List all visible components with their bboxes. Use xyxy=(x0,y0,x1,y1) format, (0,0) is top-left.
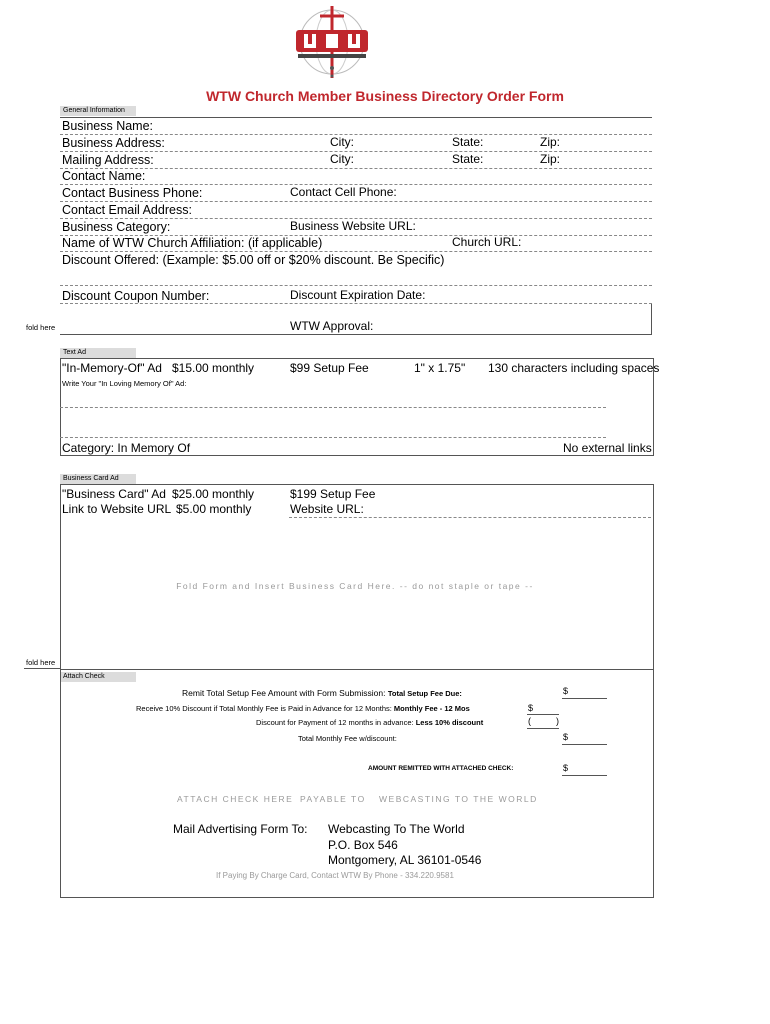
contact-cell-phone-label: Contact Cell Phone: xyxy=(290,185,397,199)
mailing-address-field[interactable] xyxy=(60,168,652,169)
business-website-label: Business Website URL: xyxy=(290,219,416,233)
box-edge xyxy=(651,304,652,335)
discount-paren-close: ) xyxy=(556,716,559,726)
payable-to: PAYABLE TO xyxy=(300,794,366,804)
receive-row xyxy=(136,704,470,713)
discount-expiration-label: Discount Expiration Date: xyxy=(290,288,426,302)
remit-row xyxy=(182,688,462,698)
total-setup-fee-field[interactable] xyxy=(562,698,607,699)
remit-label: Remit Total Setup Fee Amount with Form Submission: xyxy=(182,688,386,698)
wtw-logo xyxy=(290,6,374,82)
in-memory-setup-fee: $99 Setup Fee xyxy=(290,361,369,375)
monthly-fee-field[interactable] xyxy=(527,714,559,715)
remit-bold: Total Setup Fee Due: xyxy=(387,689,462,698)
contact-business-phone-label: Contact Business Phone: xyxy=(62,186,203,200)
business-card-ad-label: Business Card Ad xyxy=(60,474,136,484)
mail-form-label: Mail Advertising Form To: xyxy=(173,822,308,836)
state-label: State: xyxy=(452,152,484,166)
fold-line xyxy=(60,334,652,335)
business-name-label: Business Name: xyxy=(62,119,154,133)
in-memory-ad-name: "In-Memory-Of" Ad xyxy=(62,361,162,375)
wtw-approval-label: WTW Approval: xyxy=(290,319,374,333)
total-monthly-value: $ xyxy=(563,732,569,742)
website-url-field[interactable] xyxy=(289,517,651,518)
discount-label: Discount for Payment of 12 months in advance: xyxy=(256,718,414,727)
receive-bold: Monthly Fee - 12 Mos xyxy=(393,704,470,713)
total-setup-fee-value: $ xyxy=(563,686,569,696)
ad-text-line[interactable] xyxy=(60,407,606,408)
mail-address-line1: Webcasting To The World xyxy=(328,822,465,836)
business-address-label: Business Address: xyxy=(62,136,165,150)
discount-coupon-label: Discount Coupon Number: xyxy=(62,289,210,303)
city-label: City: xyxy=(330,135,354,149)
attach-check-label: Attach Check xyxy=(60,672,136,682)
business-card-ad-name: "Business Card" Ad xyxy=(62,487,166,501)
church-affiliation-label: Name of WTW Church Affiliation: (if applicable) xyxy=(62,236,323,250)
text-ad-category: Category: In Memory Of xyxy=(62,441,191,455)
mail-address-line2: P.O. Box 546 xyxy=(328,838,398,852)
amount-remitted-field[interactable] xyxy=(562,775,607,776)
fold-here-label: fold here xyxy=(26,658,56,667)
in-memory-chars: 130 characters including spaces xyxy=(488,361,660,375)
fold-line xyxy=(24,668,60,669)
ad-text-line[interactable] xyxy=(60,437,606,438)
church-url-label: Church URL: xyxy=(452,235,522,249)
discount-row xyxy=(256,718,483,727)
zip-label: Zip: xyxy=(540,152,561,166)
city-label: City: xyxy=(330,152,354,166)
receive-label: Receive 10% Discount if Total Monthly Fee is Paid in Advance for 12 Months: xyxy=(136,704,392,713)
discount-offered-label: Discount Offered: (Example: $5.00 off or $20% discount. Be Specific) xyxy=(62,253,445,267)
contact-email-label: Contact Email Address: xyxy=(62,203,192,217)
business-card-monthly: $25.00 monthly xyxy=(172,487,255,501)
amount-remitted-value: $ xyxy=(563,763,569,773)
webcasting-payee: WEBCASTING TO THE WORLD xyxy=(379,794,538,804)
website-url-label: Website URL: xyxy=(290,502,364,516)
monthly-fee-value: $ xyxy=(528,703,534,713)
discount-offered-field[interactable] xyxy=(60,285,652,286)
discount-field[interactable] xyxy=(527,728,559,729)
form-title: WTW Church Member Business Directory Order Form xyxy=(206,88,564,104)
attach-check-here: ATTACH CHECK HERE xyxy=(177,794,294,804)
state-label: State: xyxy=(452,135,484,149)
no-external-links: No external links xyxy=(563,441,652,455)
total-monthly-field[interactable] xyxy=(562,744,607,745)
in-memory-size: 1" x 1.75" xyxy=(414,361,466,375)
text-ad-label: Text Ad xyxy=(60,348,136,358)
link-website-monthly: $5.00 monthly xyxy=(176,502,252,516)
charge-card-note: If Paying By Charge Card, Contact WTW By Phone - 334.220.9581 xyxy=(216,871,454,880)
business-card-setup-fee: $199 Setup Fee xyxy=(290,487,376,501)
discount-coupon-field[interactable] xyxy=(60,303,652,304)
amount-remitted-label: AMOUNT REMITTED WITH ATTACHED CHECK: xyxy=(368,765,514,772)
mail-address-line3: Montgomery, AL 36101-0546 xyxy=(328,853,482,867)
fold-here-label: fold here xyxy=(26,323,56,332)
zip-label: Zip: xyxy=(540,135,561,149)
in-memory-monthly: $15.00 monthly xyxy=(172,361,255,375)
discount-bold: Less 10% discount xyxy=(415,718,484,727)
mailing-address-label: Mailing Address: xyxy=(62,153,154,167)
write-ad-label: Write Your "In Loving Memory Of" Ad: xyxy=(62,379,187,388)
link-website-name: Link to Website URL xyxy=(62,502,172,516)
total-monthly-label: Total Monthly Fee w/discount: xyxy=(298,734,397,743)
contact-name-label: Contact Name: xyxy=(62,169,146,183)
discount-paren-open: ( xyxy=(528,716,531,726)
general-info-label: General Information xyxy=(60,106,136,116)
business-category-label: Business Category: xyxy=(62,220,171,234)
insert-card-note: Fold Form and Insert Business Card Here. -- do not staple or tape -- xyxy=(176,581,534,591)
